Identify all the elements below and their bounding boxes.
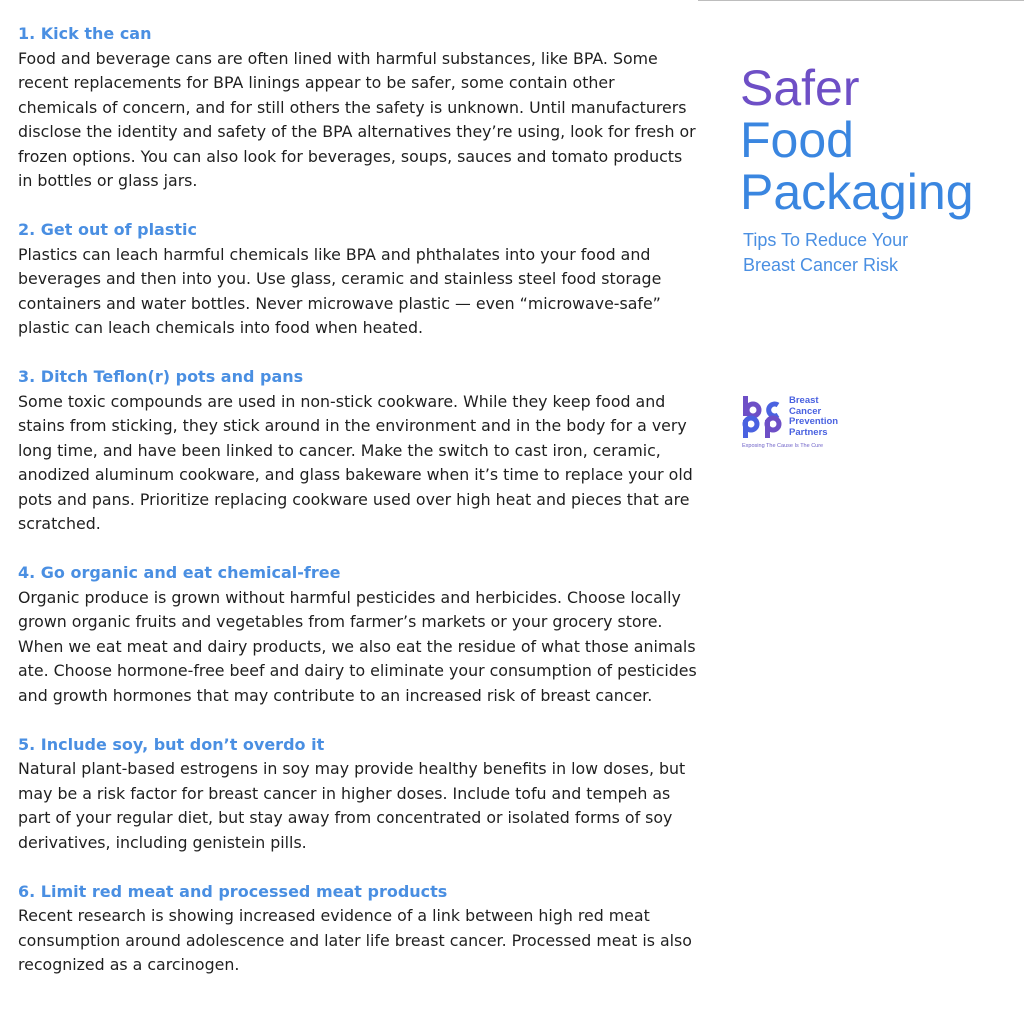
tip-3 [18,365,698,537]
tip-2 [18,218,698,341]
title-line-2: Food [740,112,854,168]
tip-heading: 6. Limit red meat and processed meat products [18,881,448,901]
subtitle-line-1: Tips To Reduce Your [743,230,909,250]
subtitle-line-2: Breast Cancer Risk [743,255,899,275]
title-line-3: Packaging [740,164,974,220]
tip-5 [18,733,698,856]
tip-heading: 2. Get out of plastic [18,220,197,239]
bcpp-monogram-icon [742,396,786,438]
tip-text: Food and beverage cans are often lined with harmful substances, like BPA. Some recent replacements for BPA linings appear to be safer, some contain other chemicals of concern, and for still others the safety is unknown. Until manufacturers disclose the identity and safety of the BPA alternatives they’re using, look for fresh or frozen options. You can also look for beverages, soups, sauces and tomato products in bottles or glass jars. [18,48,696,190]
logo-name-line-3: Prevention [789,416,839,427]
tip-heading: 4. Go organic and eat chemical-free [18,563,341,582]
tip-heading: 5. Include soy, but don’t overdo it [18,734,325,754]
tip-text: Recent research is showing increased evidence of a link between high red meat consumption around adolescence and later life breast cancer. Processed meat is also recognized as a carcinogen. [18,906,692,974]
logo-name-line-4: Partners [789,426,828,438]
tips-column [18,22,698,1002]
tip-4 [18,561,698,708]
page-subtitle [743,228,1003,278]
tip-text: Natural plant-based estrogens in soy may provide healthy benefits in low doses, but may be a risk factor for breast cancer in higher doses. Include tofu and tempeh as part of your regular diet, but stay away from concentrated or isolated forms of soy derivatives, including genistein pills. [18,759,686,852]
tip-heading: 3. Ditch Teflon(r) pots and pans [18,367,304,386]
bcpp-logo [742,396,942,456]
tip-text: Organic produce is grown without harmful pesticides and herbicides. Choose locally grown organic fruits and vegetables from farmer’s markets or your grocery store. When we eat meat and dairy products, we also eat the residue of what those animals ate. Choose hormone-free beef and dairy to eliminate your consumption of pesticides and growth hormones that may contribute to an increased risk of breast cancer. [18,587,697,705]
logo-name-line-2: Cancer [789,405,822,417]
tip-text: Some toxic compounds are used in non-stick cookware. While they keep food and stains from sticking, they stick around in the environment and in the body for a very long time, and have been linked to cancer. Make the switch to cast iron, ceramic, anodized aluminum cookware, and glass bakeware when it’s time to replace your old pots and pans. Prioritize replacing cookware used over high heat and pieces that are scratched. [18,391,693,533]
tip-heading: 1. Kick the can [18,24,152,43]
title-line-1: Safer [740,60,860,116]
page-title [740,62,1024,218]
logo-tagline: Exposing The Cause Is The Cure [742,443,824,449]
tip-text: Plastics can leach harmful chemicals like BPA and phthalates into your food and beverages and then into you. Use glass, ceramic and stainless steel food storage containers and water bottles. Never microwave plastic — even “microwave-safe” plastic can leach chemicals into food when heated. [18,244,662,337]
tip-6 [18,880,698,978]
top-divider [698,0,1024,1]
tip-1 [18,22,698,194]
logo-wordmark [789,396,838,438]
logo-name-line-1: Breast [789,395,819,406]
